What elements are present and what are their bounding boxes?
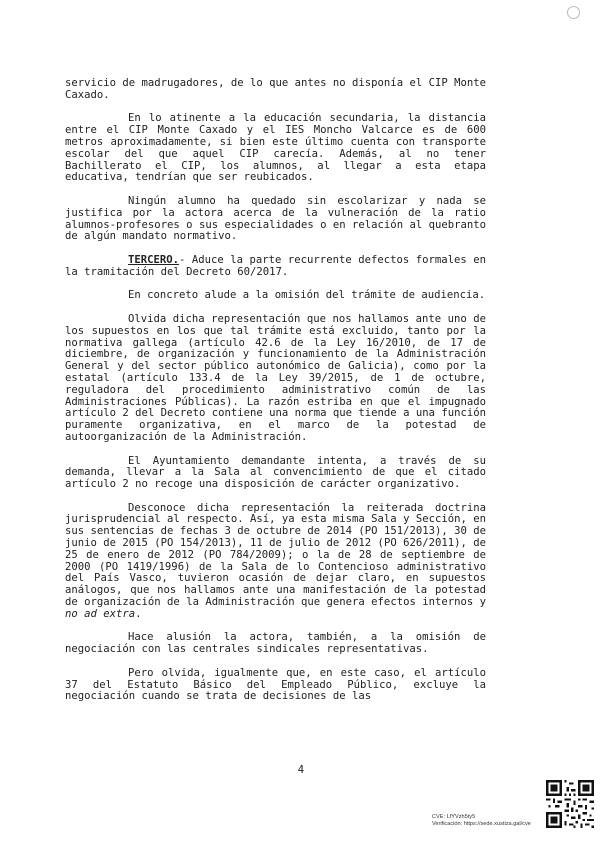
corner-stamp-mark <box>567 6 580 19</box>
paragraph: Pero olvida, igualmente que, en este caso, el artículo 37 del Estatuto Básico del Empleado Público, excluye la negociación cuando se trata de decisiones de las <box>65 666 486 703</box>
paragraph <box>65 503 486 621</box>
section-heading-tercero: TERCERO. <box>128 253 180 266</box>
verification-url[interactable]: Verificación: https://sede.xustiza.gal/cve <box>432 821 531 827</box>
page-number: 4 <box>297 764 305 776</box>
verification-footer <box>432 814 542 828</box>
paragraph: servicio de madrugadores, de lo que antes no disponía el CIP Monte Caxado. <box>65 77 486 101</box>
paragraph: Olvida dicha representación que nos hallamos ante uno de los supuestos en los que tal trámite está excluido, tanto por la normativa gallega (artículo 42.6 de la Ley 16/2010, de 17 de diciembre, de organización y funcionamiento de la Administración General y del sector público autonómico de Galicia), como por la estatal (artículo 133.4 de la Ley 39/2015, de 1 de octubre, reguladora del procedimiento administrativo común de las Administraciones Públicas). La razón estriba en que el impugnado artículo 2 del Decreto contiene una norma que tiende a una función puramente organizativa, en el marco de la potestad de autoorganización de la Administración. <box>65 312 486 443</box>
italic-phrase: no ad extra <box>65 607 136 620</box>
paragraph-end: . <box>135 607 142 620</box>
paragraph-text: Desconoce dicha representación la reiterada doctrina jurisprudencial al respecto. Así, ya esta misma Sala y Sección, en sus sentencias de fechas 3 de octubre de 2014 (PO 151/2013), 30 de junio de 2015 (PO 154/2013), 11 de julio de 2012 (PO 626/2011), de 25 de enero de 2012 (PO 784/2009); o la de 28 de septiembre de 2000 (PO 1419/1996) de la Sala de lo Contencioso administrativo del País Vasco, tuvieron ocasión de dejar claro, en supuestos análogos, que nos hallamos ante una manifestación de la potestad de organización de la Administración que genera efectos internos y <box>65 501 486 609</box>
paragraph-tercero <box>65 255 486 279</box>
qr-code-icon <box>546 780 594 828</box>
paragraph: Hace alusión la actora, también, a la omisión de negociación con las centrales sindicales representativas. <box>65 631 486 656</box>
document-body <box>65 78 486 703</box>
cve-code: CVE: LfYVzh5ty5 <box>432 814 476 820</box>
paragraph: Ningún alumno ha quedado sin escolarizar y nada se justifica por la actora acerca de la vulneración de la ratio alumnos-profesores o sus especialidades o en relación al quebranto de algún mandato normativo. <box>65 194 486 243</box>
paragraph: El Ayuntamiento demandante intenta, a través de su demanda, llevar a la Sala al convencimiento de que el citado artículo 2 no recoge una disposición de carácter organizativo. <box>65 454 486 491</box>
paragraph: En lo atinente a la educación secundaria, la distancia entre el CIP Monte Caxado y el IES Moncho Valcarce es de 600 metros aproximadamente, si bien este último cuenta con transporte escolar del que aquel CIP carecía. Además, al no tener Bachillerato el CIP, los alumnos, al llegar a esta etapa educativa, tendrían que ser reubicados. <box>65 112 486 184</box>
paragraph-text: - Aduce la parte recurrente defectos formales en la tramitación del Decreto 60/2017. <box>65 253 486 278</box>
paragraph: En concreto alude a la omisión del trámite de audiencia. <box>128 289 486 302</box>
